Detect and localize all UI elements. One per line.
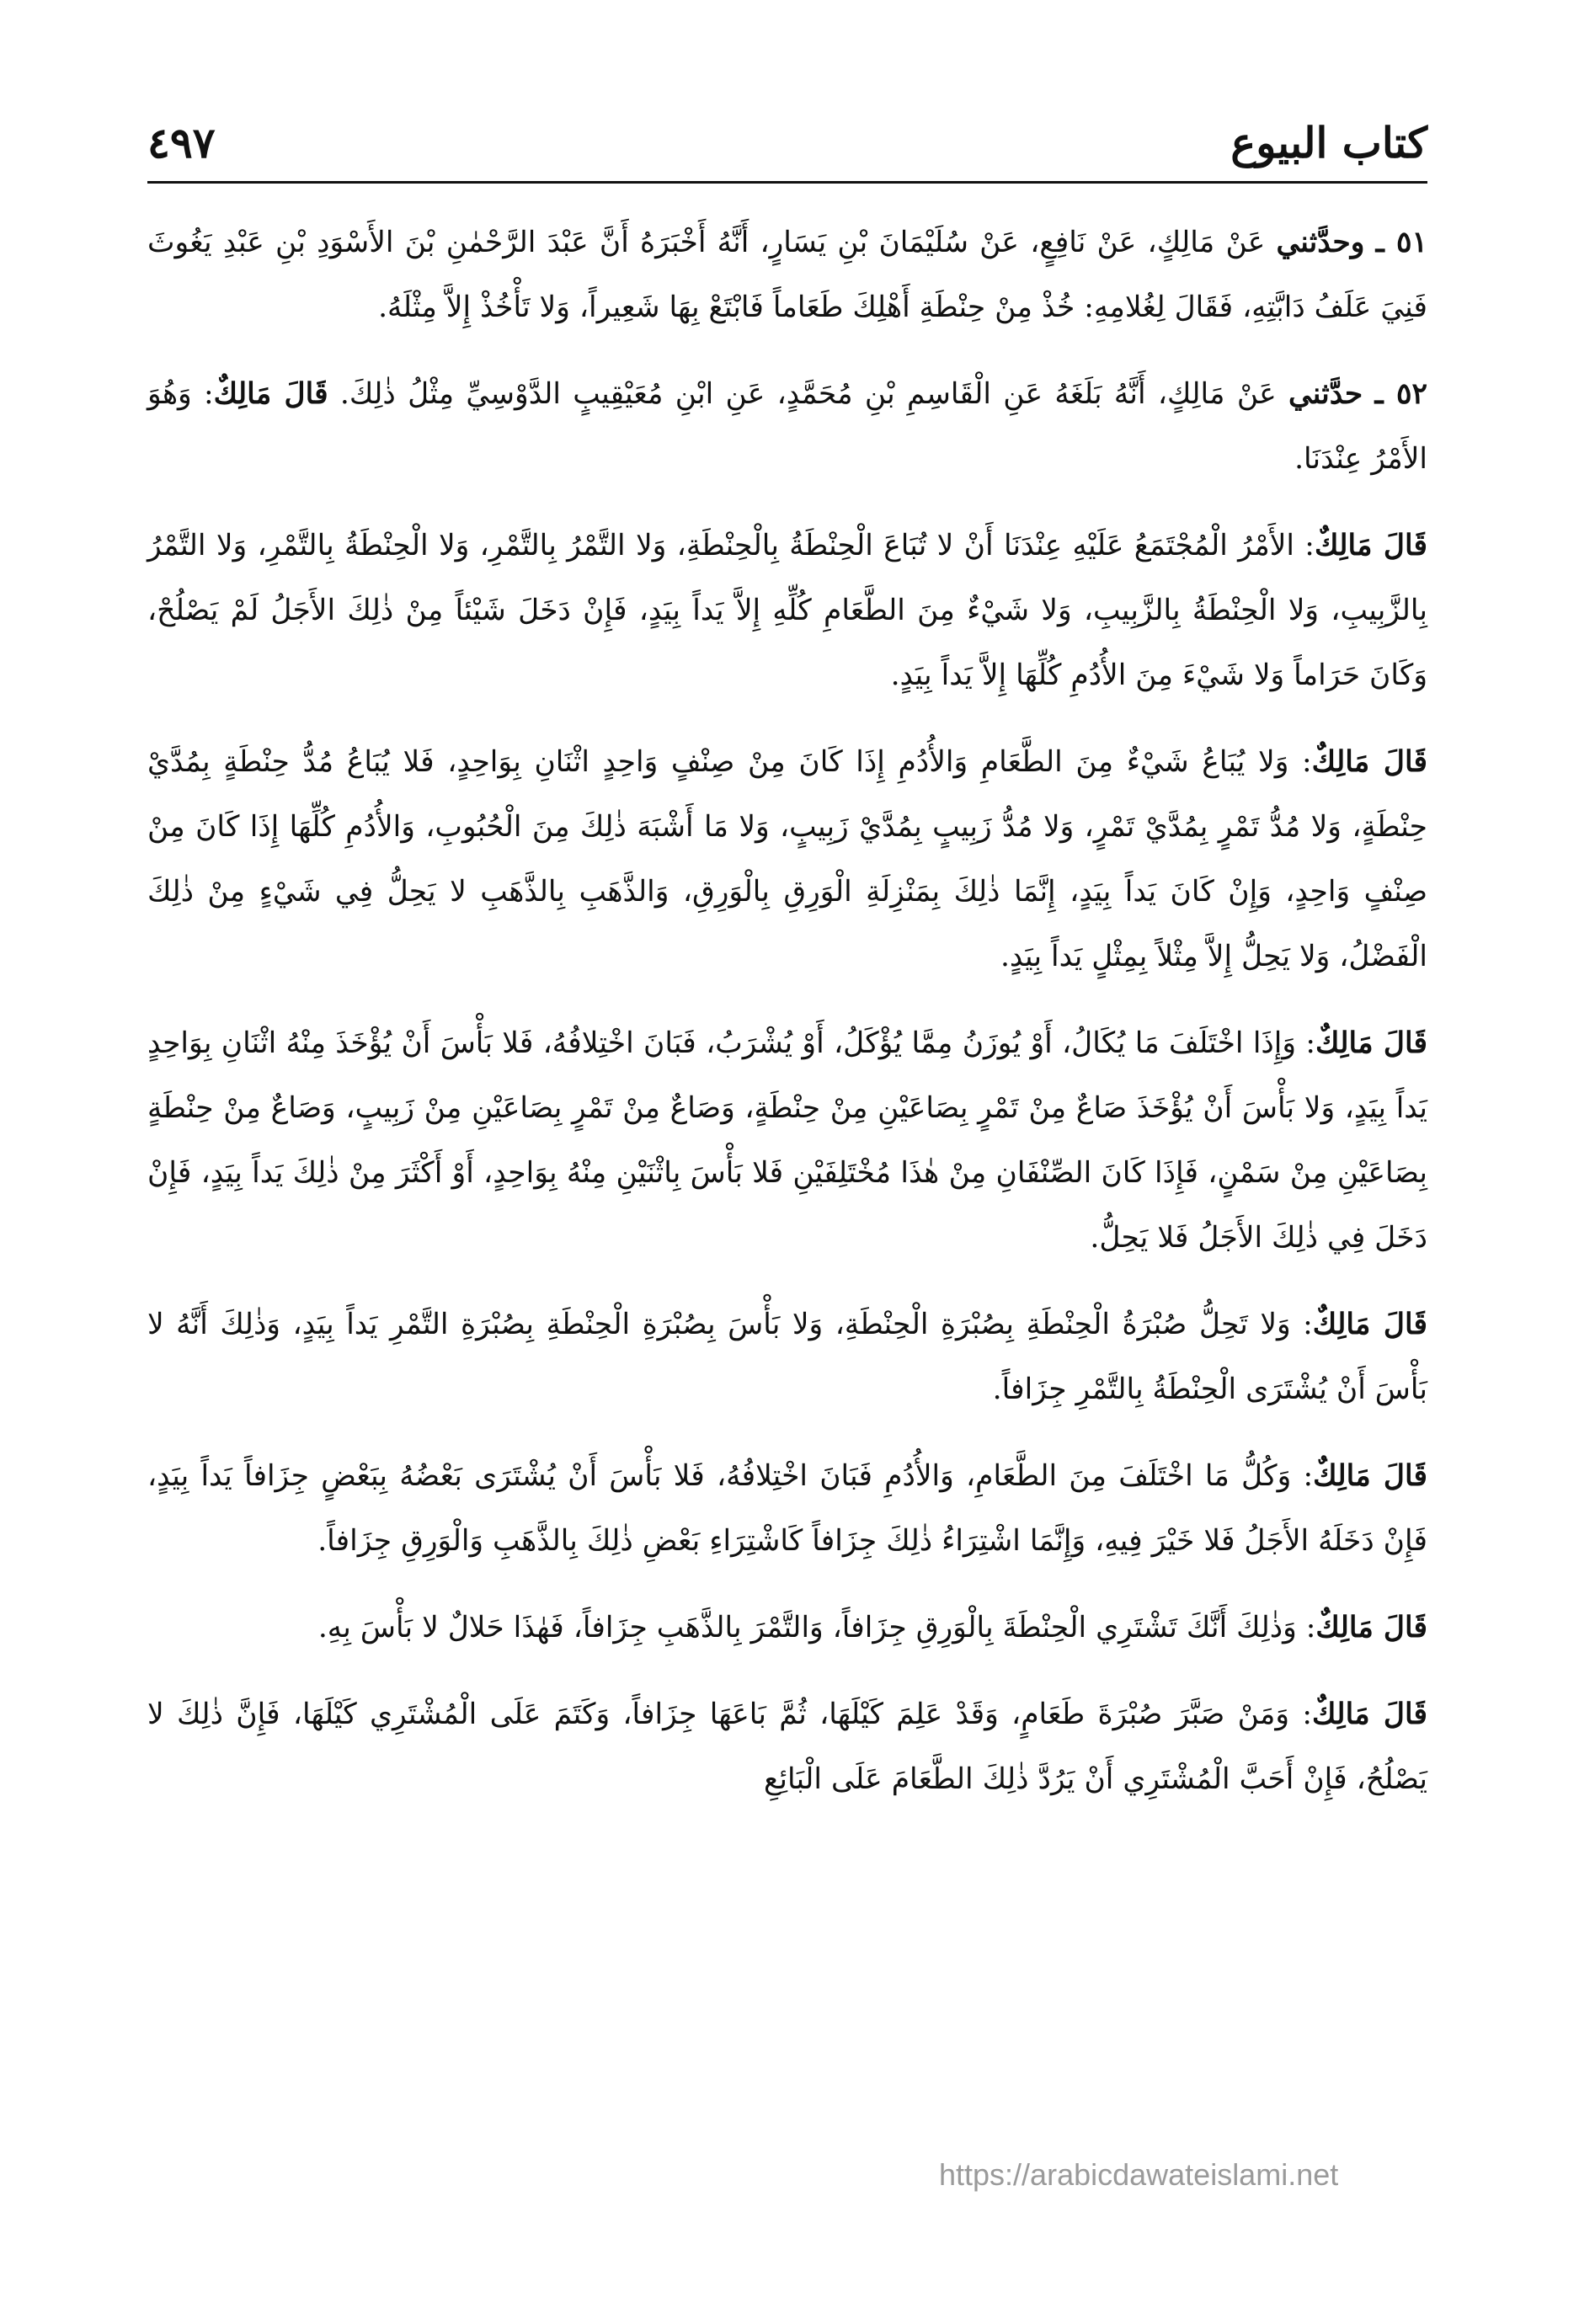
hadith-number: ٥١ ـ xyxy=(1375,226,1428,259)
paragraph-malik-2 xyxy=(147,730,1427,989)
paragraph-lead: قَالَ مَالِكٌ xyxy=(1311,745,1427,779)
paragraph-text: : وَلا يُبَاعُ شَيْءٌ مِنَ الطَّعَامِ وَالأُدُمِ إِذَا كَانَ مِنْ صِنْفٍ وَاحِدٍ اثْنَانِ بِوَاحِدٍ، فَلا يُبَاعُ مُدُّ حِنْطَةٍ بِمُدَّيْ حِنْطَةٍ، وَلا مُدُّ تَمْرٍ بِمُدَّيْ تَمْرٍ، وَلا مُدُّ زَبِيبٍ بِمُدَّيْ زَبِيبٍ، وَلا مَا أَشْبَهَ ذٰلِكَ مِنَ الْحُبُوبِ، وَالأُدُمِ كُلِّهَا إِذَا كَانَ مِنْ صِنْفٍ وَاحِدٍ، وَإِنْ كَانَ يَداً بِيَدٍ، إِنَّمَا ذٰلِكَ بِمَنْزِلَةِ الْوَرِقِ بِالْوَرِقِ، وَالذَّهَبِ بِالذَّهَبِ لا يَحِلُّ فِي شَيْءٍ مِنْ ذٰلِكَ الْفَضْلُ، وَلا يَحِلُّ إِلاَّ مِثْلاً بِمِثْلٍ يَداً بِيَدٍ. xyxy=(147,745,1427,973)
paragraph-lead: قَالَ مَالِكٌ xyxy=(1315,1026,1427,1060)
paragraph-51 xyxy=(147,211,1427,340)
paragraph-lead: قَالَ مَالِكٌ xyxy=(1314,529,1427,562)
paragraph-malik-1 xyxy=(147,514,1427,708)
paragraph-text: : وَذٰلِكَ أَنَّكَ تَشْتَرِي الْحِنْطَةَ بِالْوَرِقِ جِزَافاً، وَالتَّمْرَ بِالذَّهَبِ جِزَافاً، فَهٰذَا حَلالٌ لا بَأْسَ بِهِ. xyxy=(317,1611,1316,1644)
paragraph-text: عَنْ مَالِكٍ، عَنْ نَافِعٍ، عَنْ سُلَيْمَانَ بْنِ يَسَارٍ، أَنَّهُ أَخْبَرَهُ أَنَّ عَبْدَ الرَّحْمٰنِ بْنَ الأَسْوَدِ بْنِ عَبْدِ يَغُوثَ فَنِيَ عَلَفُ دَابَّتِهِ، فَقَالَ لِغُلامِهِ: خُذْ مِنْ حِنْطَةِ أَهْلِكَ طَعَاماً فَابْتَعْ بِهَا شَعِيراً، وَلا تَأْخُذْ إِلاَّ مِثْلَهُ. xyxy=(147,226,1427,324)
paragraph-lead: قَالَ مَالِكٌ xyxy=(1312,1308,1427,1341)
paragraph-lead: قَالَ مَالِكٌ xyxy=(1315,1611,1427,1644)
paragraph-malik-4 xyxy=(147,1293,1427,1422)
paragraph-malik-3 xyxy=(147,1011,1427,1271)
paragraph-lead: وحدَّثني xyxy=(1276,226,1365,259)
paragraph-52 xyxy=(147,362,1427,492)
paragraph-text: : الأَمْرُ الْمُجْتَمَعُ عَلَيْهِ عِنْدَنَا أَنْ لا تُبَاعَ الْحِنْطَةُ بِالْحِنْطَةِ، وَلا التَّمْرُ بِالتَّمْرِ، وَلا الْحِنْطَةُ بِالتَّمْرِ، وَلا التَّمْرُ بِالزَّبِيبِ، وَلا الْحِنْطَةُ بِالزَّبِيبِ، وَلا شَيْءٌ مِنَ الطَّعَامِ كُلِّهِ إِلاَّ يَداً بِيَدٍ، فَإِنْ دَخَلَ شَيْئاً مِنْ ذٰلِكَ الأَجَلُ لَمْ يَصْلُحْ، وَكَانَ حَرَاماً وَلا شَيْءَ مِنَ الأُدُمِ كُلِّهَا إِلاَّ يَداً بِيَدٍ. xyxy=(147,529,1427,692)
paragraph-lead: حدَّثني xyxy=(1288,377,1363,411)
paragraph-text: : وَلا تَحِلُّ صُبْرَةُ الْحِنْطَةِ بِصُبْرَةِ الْحِنْطَةِ، وَلا بَأْسَ بِصُبْرَةِ الْحِنْطَةِ بِصُبْرَةِ التَّمْرِ يَداً بِيَدٍ، وَذٰلِكَ أَنَّهُ لا بَأْسَ أَنْ يُشْتَرَى الْحِنْطَةُ بِالتَّمْرِ جِزَافاً. xyxy=(147,1308,1427,1406)
page-header xyxy=(147,118,1427,177)
paragraph-malik-7 xyxy=(147,1682,1427,1812)
paragraph-text: عَنْ مَالِكٍ، أَنَّهُ بَلَغَهُ عَنِ الْقَاسِمِ بْنِ مُحَمَّدٍ، عَنِ ابْنِ مُعَيْقِيبٍ الدَّوْسِيِّ مِثْلُ ذٰلِكَ. xyxy=(339,377,1277,411)
book-title: كتاب البيوع xyxy=(1230,118,1427,168)
hadith-number: ٥٢ ـ xyxy=(1374,377,1427,411)
paragraph-inline-lead: قَالَ مَالِكٌ xyxy=(213,377,328,411)
paragraph-malik-5 xyxy=(147,1444,1427,1574)
paragraph-tail: : وَهُوَ الأَمْرُ عِنْدَنَا. xyxy=(147,377,1427,476)
watermark-url: https://arabicdawateislami.net xyxy=(939,2157,1339,2192)
paragraph-lead: قَالَ مَالِكٌ xyxy=(1313,1459,1427,1493)
paragraph-text: : وَمَنْ صَبَّرَ صُبْرَةَ طَعَامٍ، وَقَدْ عَلِمَ كَيْلَهَا، ثُمَّ بَاعَهَا جِزَافاً، وَكَتَمَ عَلَى الْمُشْتَرِي كَيْلَهَا، فَإِنَّ ذٰلِكَ لا يَصْلُحُ، فَإِنْ أَحَبَّ الْمُشْتَرِي أَنْ يَرُدَّ ذٰلِكَ الطَّعَامَ عَلَى الْبَائِعِ xyxy=(147,1698,1427,1796)
page-number: ٤٩٧ xyxy=(147,118,216,168)
main-text xyxy=(147,211,1427,1834)
header-rule xyxy=(147,181,1427,184)
paragraph-text: : وَكُلُّ مَا اخْتَلَفَ مِنَ الطَّعَامِ، وَالأُدُمِ فَبَانَ اخْتِلافُهُ، فَلا بَأْسَ أَنْ يُشْتَرَى بَعْضُهُ بِبَعْضٍ جِزَافاً يَداً بِيَدٍ، فَإِنْ دَخَلَهُ الأَجَلُ فَلا خَيْرَ فِيهِ، وَإِنَّمَا اشْتِرَاءُ ذٰلِكَ جِزَافاً كَاشْتِرَاءِ بَعْضِ ذٰلِكَ بِالذَّهَبِ وَالْوَرِقِ جِزَافاً. xyxy=(147,1459,1427,1558)
paragraph-lead: قَالَ مَالِكٌ xyxy=(1311,1698,1427,1731)
paragraph-text: : وَإِذَا اخْتَلَفَ مَا يُكَالُ، أَوْ يُوزَنُ مِمَّا يُؤْكَلُ، أَوْ يُشْرَبُ، فَبَانَ اخْتِلافُهُ، فَلا بَأْسَ أَنْ يُؤْخَذَ مِنْهُ اثْنَانِ بِوَاحِدٍ يَداً بِيَدٍ، وَلا بَأْسَ أَنْ يُؤْخَذَ صَاعٌ مِنْ تَمْرٍ بِصَاعَيْنِ مِنْ حِنْطَةٍ، وَصَاعٌ مِنْ تَمْرٍ بِصَاعَيْنِ مِنْ زَبِيبٍ، وَصَاعٌ مِنْ حِنْطَةٍ بِصَاعَيْنِ مِنْ سَمْنٍ، فَإِذَا كَانَ الصِّنْفَانِ مِنْ هٰذَا مُخْتَلِفَيْنِ فَلا بَأْسَ بِاثْنَيْنِ مِنْهُ بِوَاحِدٍ، أَوْ أَكْثَرَ مِنْ ذٰلِكَ يَداً بِيَدٍ، فَإِنْ دَخَلَ فِي ذٰلِكَ الأَجَلُ فَلا يَحِلُّ. xyxy=(147,1026,1427,1255)
paragraph-malik-6 xyxy=(147,1596,1427,1660)
